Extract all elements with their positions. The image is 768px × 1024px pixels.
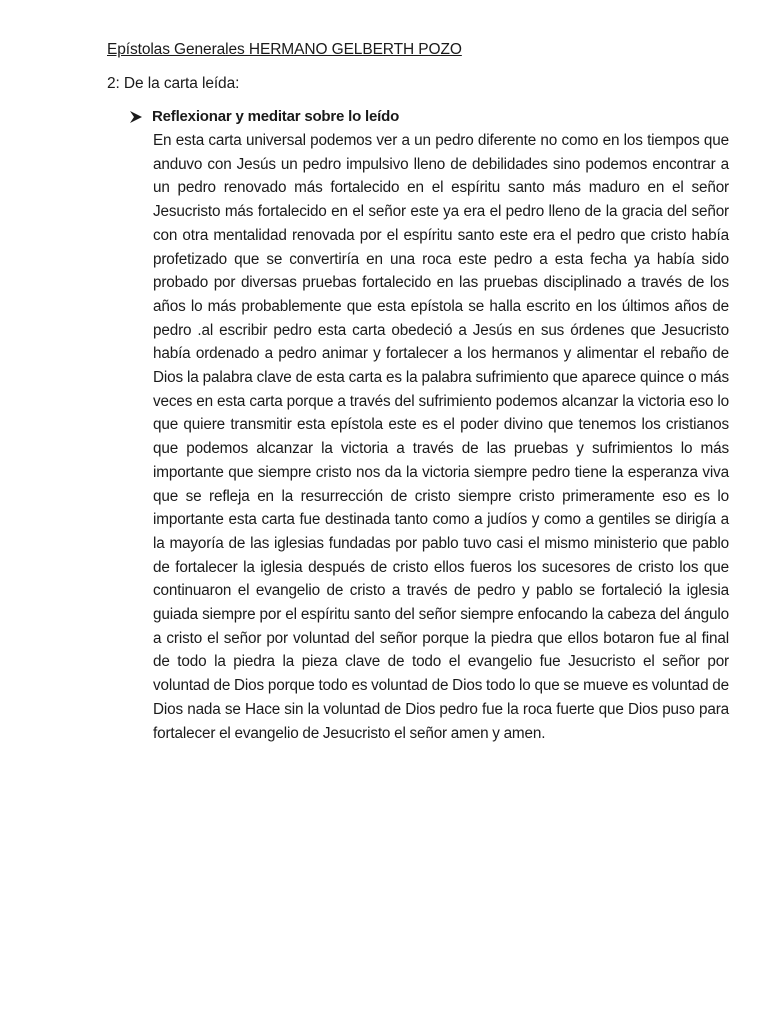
section-heading: 2: De la carta leída: bbox=[107, 75, 240, 92]
bullet-label: Reflexionar y meditar sobre lo leído bbox=[152, 108, 400, 125]
document-title: Epístolas Generales HERMANO GELBERTH POZO bbox=[107, 41, 462, 58]
body-paragraph: En esta carta universal podemos ver a un pedro diferente no como en los tiempos que anduvo con Jesús un pedro impulsivo lleno de debilidades sino podemos encontrar a un pedro renovado más fortalecido en el espíritu santo más maduro en el señor Jesucristo más fortalecido en el señor este ya era el pedro lleno de la gracia del señor con otra mentalidad renovada por el espíritu santo este era el pedro que cristo había profetizado que se convertiría en una roca este pedro a esta fecha ya había sido probado por diversas pruebas fortalecido en las pruebas disciplinado a través de los años lo más probablemente que esta epístola se halla escrito en los últimos años de pedro .al escribir pedro esta carta obedeció a Jesús en sus órdenes que Jesucristo había ordenado a pedro animar y fortalecer a los hermanos y alimentar el rebaño de Dios la palabra clave de esta carta es la palabra sufrimiento que aparece quince o más veces en esta carta porque a través del sufrimiento podemos alcanzar la victoria eso lo que quiere transmitir esta epístola este es el poder divino que tenemos los cristianos que podemos alcanzar la victoria a través de las pruebas y sufrimientos lo más importante que siempre cristo nos da la victoria siempre pedro tiene la esperanza viva que se refleja en la resurrección de cristo siempre cristo primeramente eso es lo importante esta carta fue destinada tanto como a judíos y como a gentiles se dirigía a la mayoría de las iglesias fundadas por pablo tuvo casi el mismo ministerio que pablo de fortalecer la iglesia después de cristo ellos fueros los sucesores de cristo los que continuaron el evangelio de cristo a través de pedro y pablo se fortaleció la iglesia guiada siempre por el espíritu santo del señor siempre enfocando la cabeza del ángulo a cristo el señor por voluntad del señor porque la piedra que ellos botaron fue al final de todo la piedra la pieza clave de todo el evangelio fue Jesucristo el señor por voluntad de Dios porque todo es voluntad de Dios todo lo que se mueve es voluntad de Dios nada se Hace sin la voluntad de Dios pedro fue la roca fuerte que Dios puso para fortalecer el evangelio de Jesucristo el señor amen y amen. bbox=[153, 132, 729, 742]
arrow-bullet-icon bbox=[129, 110, 143, 124]
bullet-item bbox=[129, 106, 399, 128]
